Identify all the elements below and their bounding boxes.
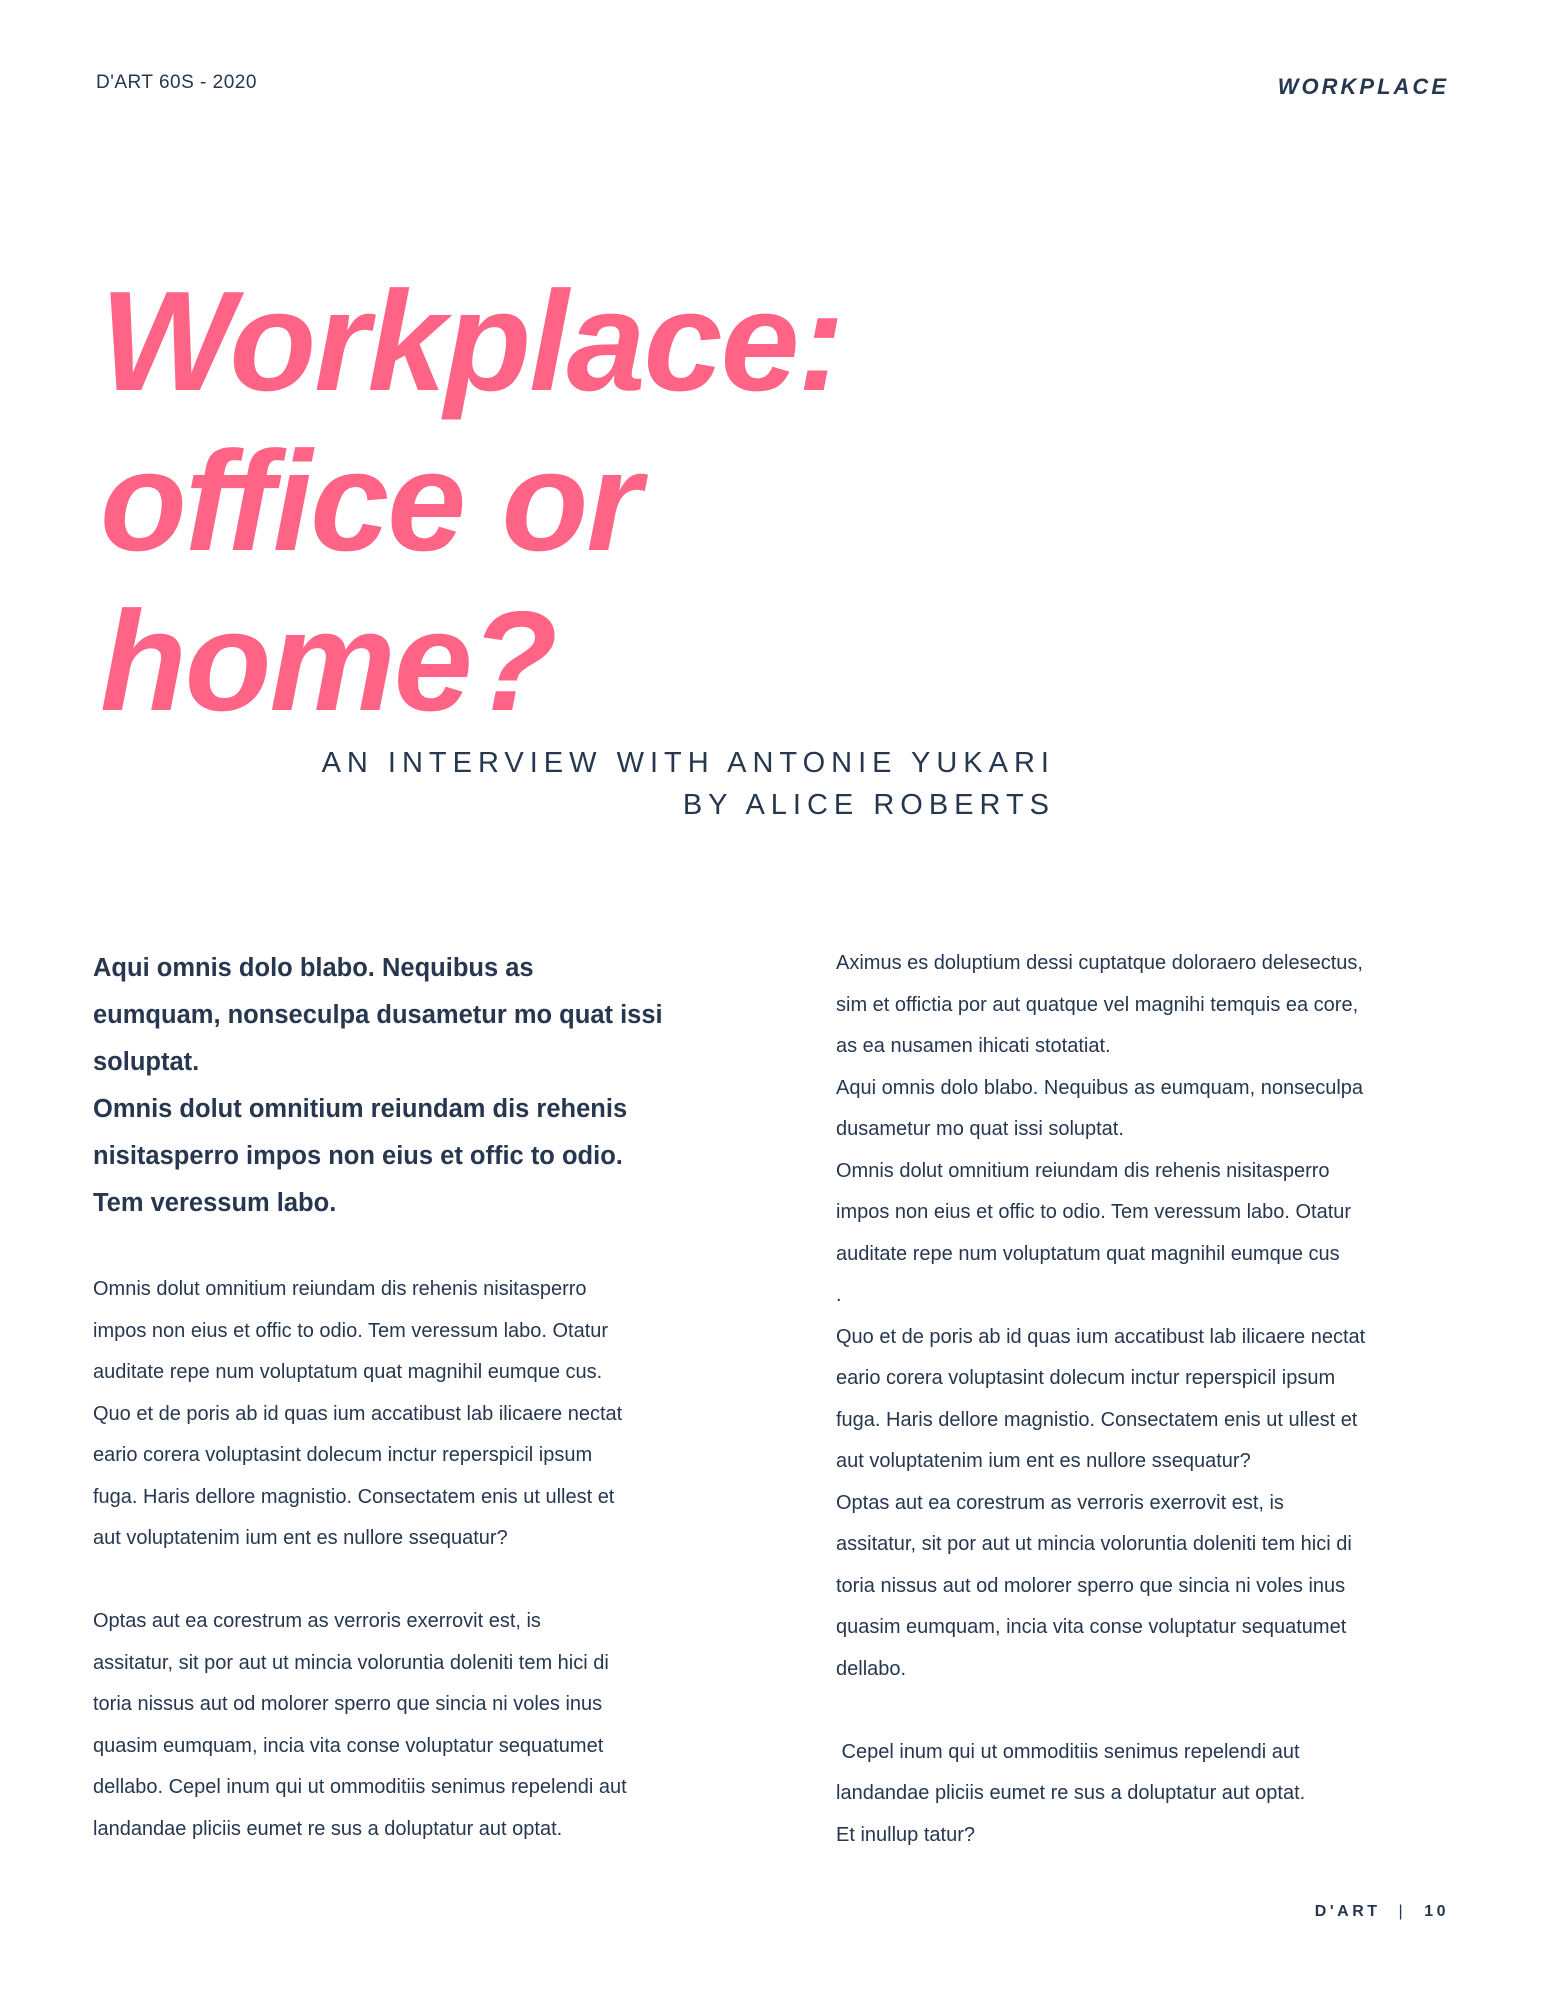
text-line: aut voluptatenim ium ent es nullore ssequatur? <box>93 1527 508 1549</box>
text-line: fuga. Haris dellore magnistio. Consectatem enis ut ullest et <box>93 1485 615 1508</box>
text-line: toria nissus aut od molorer sperro que sincia ni voles inus <box>836 1574 1346 1597</box>
text-line: aut voluptatenim ium ent es nullore ssequatur? <box>836 1450 1251 1472</box>
text-line: eario corera voluptasint dolecum inctur reperspicil ipsum <box>836 1367 1336 1389</box>
footer-separator: | <box>1398 1903 1407 1920</box>
page-footer <box>1315 1903 1449 1921</box>
text-line: landandae pliciis eumet re sus a doluptatur aut optat. <box>93 1817 563 1840</box>
subtitle-author: BY ALICE ROBERTS <box>682 789 1055 821</box>
text-line: dellabo. <box>836 1657 907 1680</box>
text-line: dellabo. Cepel inum qui ut ommoditiis senimus repelendi aut <box>93 1776 627 1798</box>
text-line: Quo et de poris ab id quas ium accatibust lab ilicaere nectat <box>93 1402 623 1425</box>
text-line: eario corera voluptasint dolecum inctur reperspicil ipsum <box>93 1444 593 1466</box>
text-line: soluptat. <box>93 1048 200 1076</box>
text-line: Et inullup tatur? <box>836 1823 975 1846</box>
subtitle-interviewee: AN INTERVIEW WITH ANTONIE YUKARI <box>321 747 1055 779</box>
text-line: auditate repe num voluptatum quat magnihil eumque cus. <box>93 1361 603 1383</box>
text-line: eumquam, nonseculpa dusametur mo quat issi <box>93 1001 663 1029</box>
footer-brand: D'ART <box>1314 1903 1381 1920</box>
section-label: WORKPLACE <box>1277 74 1449 99</box>
text-line: Aximus es doluptium dessi cuptatque doloraero delesectus, <box>836 952 1363 974</box>
text-line: Optas aut ea corestrum as verroris exerrovit est, is <box>836 1491 1284 1514</box>
text-line: fuga. Haris dellore magnistio. Consectatem enis ut ullest et <box>836 1408 1358 1431</box>
paragraph-gap <box>836 1690 1456 1732</box>
text-line: as ea nusamen ihicati stotatiat. <box>836 1035 1111 1057</box>
text-line: Omnis dolut omnitium reiundam dis rehenis nisitasperro <box>93 1278 587 1300</box>
publication-label: D'ART 60S - 2020 <box>96 72 257 93</box>
text-line: . <box>836 1284 842 1306</box>
text-line: Aqui omnis dolo blabo. Nequibus as <box>93 954 534 982</box>
text-line: quasim eumquam, incia vita conse voluptatur sequatumet <box>836 1616 1347 1638</box>
body-paragraph <box>93 1601 713 1850</box>
paragraph-gap <box>93 1560 713 1602</box>
text-line: Omnis dolut omnitium reiundam dis rehenis nisitasperro <box>836 1159 1330 1182</box>
title-line: Workplace: <box>100 262 843 421</box>
text-line: impos non eius et offic to odio. Tem veressum labo. Otatur <box>93 1319 609 1342</box>
text-line: landandae pliciis eumet re sus a doluptatur aut optat. <box>836 1782 1306 1804</box>
text-line: toria nissus aut od molorer sperro que sincia ni voles inus <box>93 1693 603 1715</box>
lead-paragraph <box>93 945 713 1227</box>
left-column <box>93 945 713 1850</box>
text-line: impos non eius et offic to odio. Tem veressum labo. Otatur <box>836 1201 1352 1223</box>
text-line: assitatur, sit por aut ut mincia voloruntia doleniti tem hici di <box>93 1651 609 1674</box>
body-paragraph <box>93 1269 713 1560</box>
text-line: Optas aut ea corestrum as verroris exerrovit est, is <box>93 1610 541 1632</box>
text-line: auditate repe num voluptatum quat magnihil eumque cus <box>836 1242 1340 1265</box>
article-subtitle <box>240 742 1055 826</box>
text-line: assitatur, sit por aut ut mincia voloruntia doleniti tem hici di <box>836 1533 1352 1555</box>
text-line: quasim eumquam, incia vita conse voluptatur sequatumet <box>93 1734 604 1757</box>
article-title <box>100 262 1100 742</box>
title-line: home? <box>100 582 556 741</box>
title-line: office or <box>100 422 640 581</box>
body-paragraph <box>836 943 1456 1690</box>
text-line: Aqui omnis dolo blabo. Nequibus as eumquam, nonseculpa <box>836 1076 1364 1099</box>
text-line: Quo et de poris ab id quas ium accatibust lab ilicaere nectat <box>836 1325 1366 1348</box>
body-paragraph <box>836 1732 1456 1857</box>
text-line: Omnis dolut omnitium reiundam dis rehenis <box>93 1095 628 1123</box>
text-line: nisitasperro impos non eius et offic to odio. <box>93 1142 623 1170</box>
text-line: sim et offictia por aut quatque vel magnihi temquis ea core, <box>836 993 1359 1016</box>
page-number: 10 <box>1424 1903 1449 1920</box>
text-line: Tem veressum labo. <box>93 1189 337 1217</box>
text-line: Cepel inum qui ut ommoditiis senimus repelendi aut <box>836 1740 1300 1763</box>
text-line: dusametur mo quat issi soluptat. <box>836 1118 1124 1140</box>
right-column <box>836 945 1456 1856</box>
